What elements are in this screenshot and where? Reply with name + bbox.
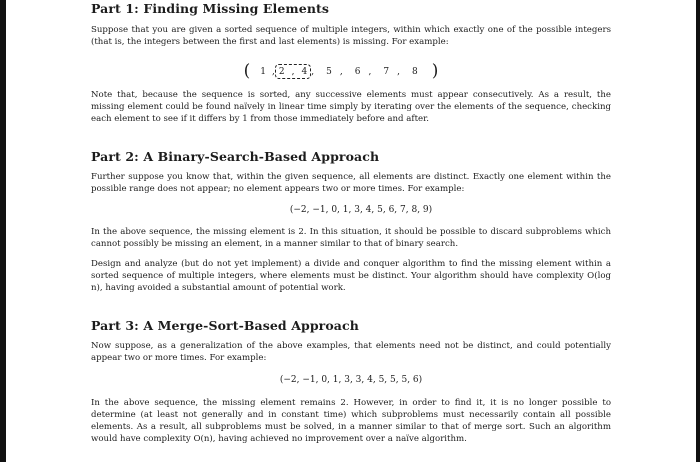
seq-item: 8: [411, 66, 418, 77]
seq-sep: ,: [397, 66, 400, 77]
part1-note: Note that, because the sequence is sorted, any successive elements must appear consecutively. As a result, the missing element could be found naïvely in linear time simply by iterating over the elements of the sequence, checking each element to see if it differs by 1 from those immediately before and after.: [91, 90, 611, 124]
seq-item: 6: [354, 66, 361, 77]
part2-heading: Part 2: A Binary-Search-Based Approach: [91, 149, 380, 164]
highlight-box: [275, 64, 311, 79]
part3-intro: Now suppose, as a generalization of the above examples, that elements need not be distinct, and could potentially appear two or more times. For example:: [91, 341, 611, 363]
part3-heading: Part 3: A Merge-Sort-Based Approach: [91, 318, 359, 333]
part2-intro: Further suppose you know that, within the given sequence, all elements are distinct. Exactly one element within the possible range does not appear; no element appears two or more times. For example:: [91, 172, 611, 194]
seq-item: 7: [383, 66, 390, 77]
part2-example: (−2, −1, 0, 1, 3, 4, 5, 6, 7, 8, 9): [289, 205, 433, 215]
part1-heading: Part 1: Finding Missing Elements: [91, 1, 330, 16]
part3-example: (−2, −1, 0, 1, 3, 3, 4, 5, 5, 5, 6): [279, 375, 423, 385]
seq-item: 5: [326, 66, 332, 77]
seq-sep: ,: [311, 66, 315, 77]
seq-sep: ,: [291, 66, 295, 77]
left-border: [0, 0, 6, 462]
example-sequence: [201, 63, 481, 80]
seq-item: 1: [260, 66, 267, 77]
right-border: [696, 0, 700, 462]
open-paren: (: [243, 61, 251, 81]
part3-explanation: In the above sequence, the missing element remains 2. However, in order to find it, it is no longer possible to determine (at least not generally and in constant time) which subproblems must necessarily contain all possible elements. As a result, all subproblems must be solved, in a manner similar to that of merge sort. Such an algorithm would have complexity O(n), having achieved no improvement over a naïve algorithm.: [91, 398, 611, 444]
close-paren: ): [431, 61, 439, 81]
part1-intro: Suppose that you are given a sorted sequence of multiple integers, within which exactly one of the possible integers (that is, the integers between the first and last elements) is missing. For example:: [91, 25, 611, 47]
seq-item: 4: [301, 66, 308, 77]
part2-explanation: In the above sequence, the missing element is 2. In this situation, it should be possible to discard subproblems which cannot possibly be missing an element, in a manner similar to that of binary search.: [91, 227, 611, 249]
seq-sep: ,: [272, 66, 275, 77]
part2-task: Design and analyze (but do not yet implement) a divide and conquer algorithm to find the missing element within a sorted sequence of multiple integers, where elements must be distinct. Your algorithm should have complexity O(log n), having avoided a substantial amount of potential work.: [91, 259, 611, 293]
seq-sep: ,: [339, 66, 343, 77]
seq-item: 2: [278, 66, 285, 77]
seq-sep: ,: [368, 66, 372, 77]
